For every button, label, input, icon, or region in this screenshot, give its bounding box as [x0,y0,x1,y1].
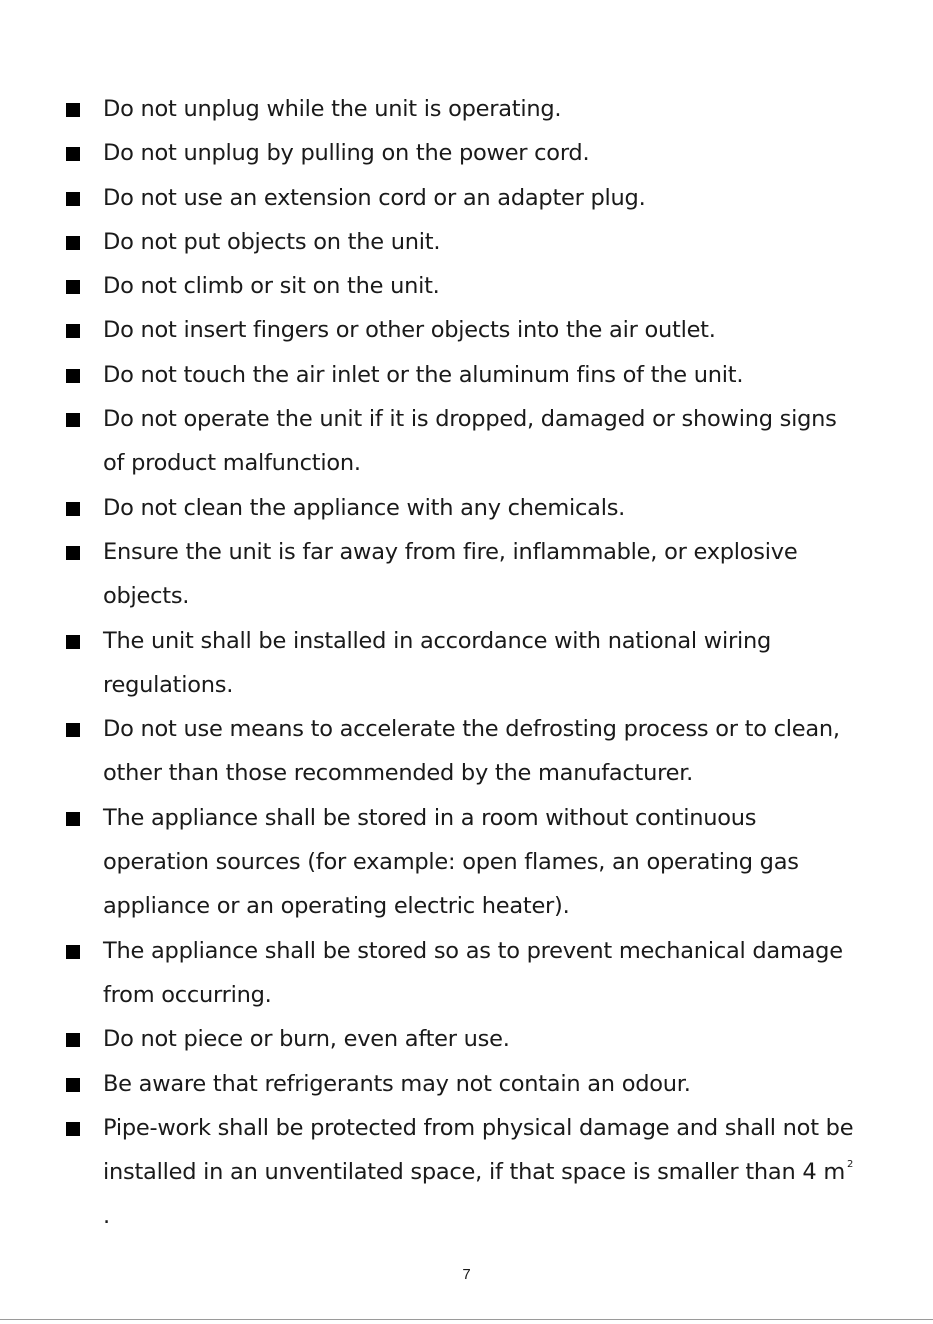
list-item [64,220,864,264]
safety-instructions-list [64,87,864,1239]
list-item-text: Do not insert fingers or other objects into the air outlet. [103,317,716,344]
list-item [64,131,864,175]
list-item [64,397,864,486]
square-bullet-icon [66,324,80,338]
list-item-text: Do not use an extension cord or an adapter plug. [103,184,646,211]
list-item-text: Do not piece or burn, even after use. [103,1026,510,1053]
square-bullet-icon [66,1033,80,1047]
list-item [64,530,864,619]
list-item [64,1017,864,1061]
list-item [64,353,864,397]
list-item [64,1106,864,1239]
square-bullet-icon [66,192,80,206]
list-item-text: Do not clean the appliance with any chemicals. [103,494,626,521]
list-item-text: Do not operate the unit if it is dropped, damaged or showing signs of product malfunction. [103,406,837,477]
square-bullet-icon [66,280,80,294]
square-bullet-icon [66,723,80,737]
list-item [64,486,864,530]
square-bullet-icon [66,147,80,161]
square-bullet-icon [66,546,80,560]
square-bullet-icon [66,945,80,959]
list-item-text: The appliance shall be stored so as to prevent mechanical damage from occurring. [103,937,843,1008]
list-item-text: Ensure the unit is far away from fire, inflammable, or explosive objects. [103,538,798,610]
list-item [64,264,864,308]
list-item [64,796,864,929]
list-item-text: Do not unplug while the unit is operating. [103,96,562,122]
list-item [64,87,864,131]
list-item-text: Do not climb or sit on the unit. [103,273,440,300]
square-bullet-icon [66,812,80,826]
list-item [64,929,864,1018]
square-bullet-icon [66,413,80,427]
square-bullet-icon [66,236,80,250]
square-bullet-icon [66,369,80,383]
square-bullet-icon [66,1078,80,1092]
list-item-text: The unit shall be installed in accordance with national wiring regulations. [103,627,772,698]
page-bottom-divider [0,1319,933,1320]
list-item [64,707,864,796]
list-item-text: Be aware that refrigerants may not contain an odour. [103,1070,691,1097]
list-item-text: Do not touch the air inlet or the aluminum fins of the unit. [103,361,744,388]
square-bullet-icon [66,1122,80,1136]
list-item-text: The appliance shall be stored in a room without continuous operation sources (for example: open flames, an operating gas appliance or an operating electric heater). [103,804,799,920]
square-bullet-icon [66,635,80,649]
list-item [64,619,864,708]
list-item-text: Do not use means to accelerate the defrosting process or to clean, other than those recommended by the manufacturer. [103,716,840,787]
area-unit-superscript: 2 [847,1159,854,1171]
list-item-text: Do not unplug by pulling on the power cord. [103,140,590,167]
list-item [64,176,864,220]
square-bullet-icon [66,103,80,117]
list-item-text: Do not put objects on the unit. [103,228,441,255]
page-number: 7 [462,1266,471,1283]
square-bullet-icon [66,502,80,516]
list-item-text-tail: . [103,1203,110,1230]
list-item [64,308,864,352]
list-item-text: Pipe-work shall be protected from physical damage and shall not be installed in an unventilated space, if that space is smaller than 4 m [103,1114,854,1186]
list-item [64,1062,864,1106]
